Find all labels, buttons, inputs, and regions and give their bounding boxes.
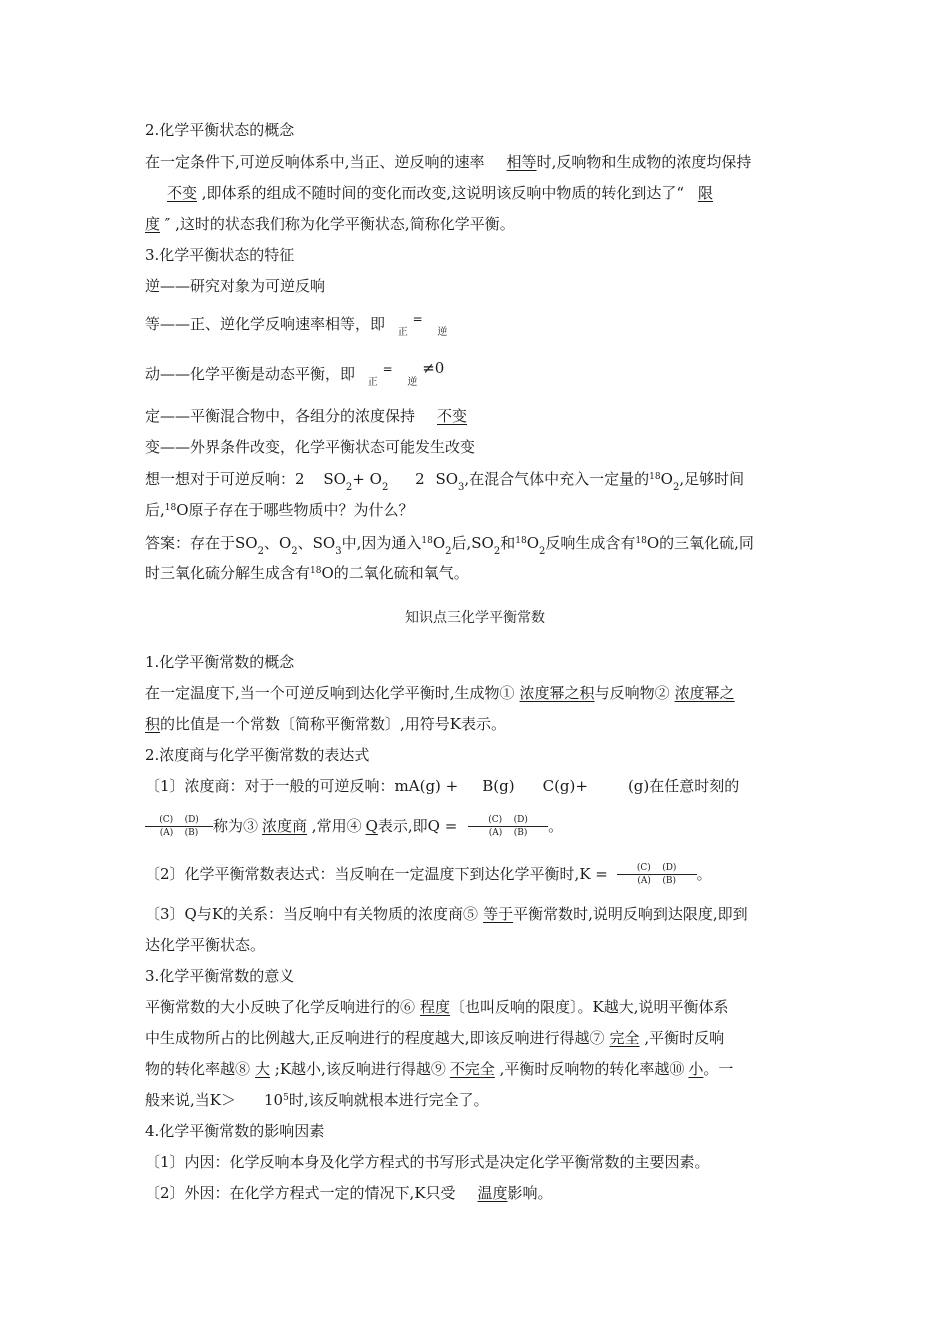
text: 反响生成含有 (545, 534, 636, 552)
text: 物的转化率越⑧ (145, 1060, 251, 1078)
text: (g)在任意时刻的 (627, 777, 740, 795)
paragraph-line (145, 214, 515, 234)
term-a: (A) (637, 876, 651, 886)
feature-bian: 变——外界条件改变，化学平衡状态可能发生改变 (145, 438, 476, 456)
term-b: (B) (662, 876, 676, 886)
paragraph-line (145, 997, 729, 1017)
term-c: (C) (488, 815, 503, 825)
answer-blank: 限 (698, 184, 714, 202)
coefficient: 2 (415, 470, 425, 488)
text: ,常用④ (307, 817, 362, 835)
text: 时,反响物和生成物的浓度均保持 (536, 153, 752, 171)
text: C(g)+ (542, 777, 588, 795)
text: 动——化学平衡是动态平衡，即 (145, 365, 356, 383)
text: B(g) (482, 777, 515, 795)
subscript: 3 (458, 482, 465, 493)
subscript-zheng: 正 (367, 377, 378, 388)
answer-line2 (145, 563, 469, 586)
paragraph-line (145, 904, 748, 924)
text: 定——平衡混合物中，各组分的浓度保持 (145, 407, 416, 425)
paragraph-line (145, 1028, 724, 1048)
text: 〔1〕浓度商：对于一般的可逆反响：mA(g) + (145, 777, 459, 795)
term-a: (A) (488, 828, 503, 838)
answer-blank: 不变 (167, 184, 198, 202)
text: O的二氧化硫和氧气。 (321, 564, 469, 582)
text: 和 (500, 534, 516, 552)
isotope-18: 18 (635, 536, 647, 546)
paragraph-line (145, 183, 713, 203)
subscript: 2 (291, 546, 298, 557)
formula-o: O (660, 470, 673, 488)
isotope-18: 18 (310, 566, 322, 576)
text: 后, (145, 501, 165, 519)
heading-k-factors: 4.化学平衡常数的影响因素 (145, 1122, 325, 1140)
text: ,平衡时反响物的转化率越⑩ (494, 1060, 685, 1078)
text: 〔2〕化学平衡常数表达式：当反响在一定温度下到达化学平衡时,K = (145, 865, 608, 883)
paragraph-line: 〔1〕内因：化学反响本身及化学方程式的书写形式是决定化学平衡常数的主要因素。 (145, 1153, 710, 1171)
formula-o: O (432, 534, 446, 552)
text: 在一定条件下,可逆反响体系中,当正、逆反响的速率 (145, 153, 485, 171)
paragraph-line (145, 152, 751, 172)
answer-blank: 温度 (477, 1184, 508, 1202)
isotope-18: 18 (164, 503, 177, 513)
heading-k-meaning: 3.化学平衡常数的意义 (145, 967, 295, 985)
formula-o: O (526, 534, 540, 552)
text: 表示,即Q = (377, 817, 458, 835)
term-c: (C) (159, 815, 174, 825)
heading-k-concept: 1.化学平衡常数的概念 (145, 653, 295, 671)
text: 平衡常数时,说明反响到达限度,即到 (513, 905, 748, 923)
subscript: 2 (539, 546, 546, 557)
term-d: (D) (513, 815, 528, 825)
text: 想一想对于可逆反响：2 (145, 470, 305, 488)
paragraph-line (145, 1183, 553, 1203)
paragraph-line (145, 776, 739, 796)
answer-blank: 积 (145, 715, 161, 733)
subscript: 2 (381, 482, 389, 493)
subscript: 2 (345, 482, 353, 493)
fraction-expression (468, 815, 548, 839)
feature-ni: 逆——研究对象为可逆反响 (145, 277, 326, 295)
k-expression-line (145, 860, 712, 888)
subscript: 2 (257, 546, 264, 557)
term-b: (B) (513, 828, 528, 838)
section-title: 知识点三化学平衡常数 (405, 610, 545, 626)
paragraph-line (145, 1090, 489, 1113)
exponent: 5 (283, 1093, 289, 1103)
answer-blank: 浓度幂之积 (519, 684, 595, 702)
feature-ding (145, 406, 467, 426)
feature-deng (145, 314, 447, 337)
text: 〔3〕Q与K的关系：当反响中有关物质的浓度商⑤ (145, 905, 479, 923)
formula-so3: SO (435, 470, 459, 488)
text: ,即体系的组成不随时间的变化而改变,这说明该反响中物质的转化到达了“ (197, 184, 684, 202)
equals-sign: = (382, 362, 393, 376)
answer-blank: 程度 (420, 998, 451, 1016)
answer-blank: 度 (145, 215, 161, 233)
text: 后,SO (451, 534, 494, 552)
paragraph-line (145, 683, 735, 703)
formula-so: SO (323, 470, 346, 488)
heading-equilibrium-features: 3.化学平衡状态的特征 (145, 246, 295, 264)
text: 与反响物② (594, 684, 670, 702)
fraction-expression (617, 863, 697, 887)
text: 称为③ (213, 817, 259, 835)
heading-expression: 2.浓度商与化学平衡常数的表达式 (145, 746, 370, 764)
isotope-18: 18 (649, 472, 661, 482)
text: ,在混合气体中充入一定量的 (464, 470, 650, 488)
text: 影响。 (507, 1184, 553, 1202)
text: 。 (696, 865, 712, 883)
text: 中,因为通入 (341, 534, 422, 552)
text: 中生成物所占的比例越大,正反响进行的程度越大,即该反响进行得越⑦ (145, 1029, 605, 1047)
formula-o: O (369, 470, 382, 488)
subscript-ni: 逆 (407, 377, 418, 388)
quotient-line (145, 812, 563, 840)
subscript: 3 (335, 546, 342, 557)
text: ″ ,这时的状态我们称为化学平衡状态,简称化学平衡。 (160, 215, 515, 233)
text: 平衡常数的大小反映了化学反响进行的⑥ (145, 998, 416, 1016)
answer-blank: Q (365, 817, 378, 835)
text: 在一定温度下,当一个可逆反响到达化学平衡时,生成物① (145, 684, 515, 702)
text: ,足够时间 (679, 470, 745, 488)
subscript-ni: 逆 (437, 327, 448, 338)
text: ;K越小,该反响进行得越⑨ (270, 1060, 446, 1078)
think-question (145, 469, 744, 492)
answer-blank: 小 (688, 1060, 704, 1078)
feature-dong (145, 359, 445, 388)
text: 。 (548, 817, 564, 835)
text: O的三氧化硫,同 (646, 534, 754, 552)
text: O原子存在于哪些物质中？为什么？ (176, 501, 414, 519)
subscript: 2 (445, 546, 452, 557)
text: 般来说,当K＞ (145, 1091, 236, 1109)
term-c: (C) (636, 863, 651, 873)
answer-blank: 不完全 (449, 1060, 495, 1078)
paragraph-line (145, 1059, 733, 1079)
answer-blank: 大 (255, 1060, 271, 1078)
subscript: 2 (493, 546, 501, 557)
subscript-zheng: 正 (397, 327, 408, 338)
term-d: (D) (184, 815, 199, 825)
text: 时,该反响就根本进行完全了。 (288, 1091, 489, 1109)
answer-blank: 浓度幂之 (674, 684, 735, 702)
paragraph-line: 达化学平衡状态。 (145, 936, 266, 954)
plus-sign: + (352, 470, 365, 488)
isotope-18: 18 (421, 536, 433, 546)
answer-line (145, 533, 754, 556)
answer-blank: 完全 (609, 1029, 640, 1047)
subscript: 2 (672, 482, 680, 493)
text: 〔也叫反响的限度〕。K越大,说明平衡体系 (450, 998, 729, 1016)
text: 答案：存在于SO (145, 534, 258, 552)
equals-sign: = (412, 312, 423, 326)
not-equal-zero: ≠0 (422, 359, 445, 377)
text: 等——正、逆化学反响速率相等，即 (145, 315, 386, 333)
text: 时三氧化硫分解生成含有 (145, 564, 311, 582)
term-d: (D) (662, 863, 677, 873)
number-10: 10 (263, 1091, 284, 1109)
paragraph-line (145, 714, 506, 734)
text: 的比值是一个常数〔简称平衡常数〕,用符号K表示。 (160, 715, 506, 733)
term-b: (B) (184, 828, 199, 838)
text: 〔2〕外因：在化学方程式一定的情况下,K只受 (145, 1184, 456, 1202)
text: 、SO (297, 534, 336, 552)
answer-blank: 相等 (506, 153, 537, 171)
answer-blank: 不变 (437, 407, 468, 425)
heading-equilibrium-concept: 2.化学平衡状态的概念 (145, 121, 295, 139)
isotope-18: 18 (515, 536, 527, 546)
answer-blank: 浓度商 (262, 817, 308, 835)
fraction-expression (145, 815, 213, 839)
term-a: (A) (159, 828, 174, 838)
text: 、O (263, 534, 292, 552)
think-question-line2 (145, 500, 414, 523)
text: 。一 (703, 1060, 734, 1078)
text: ,平衡时反响 (639, 1029, 725, 1047)
answer-blank: 等于 (483, 905, 514, 923)
